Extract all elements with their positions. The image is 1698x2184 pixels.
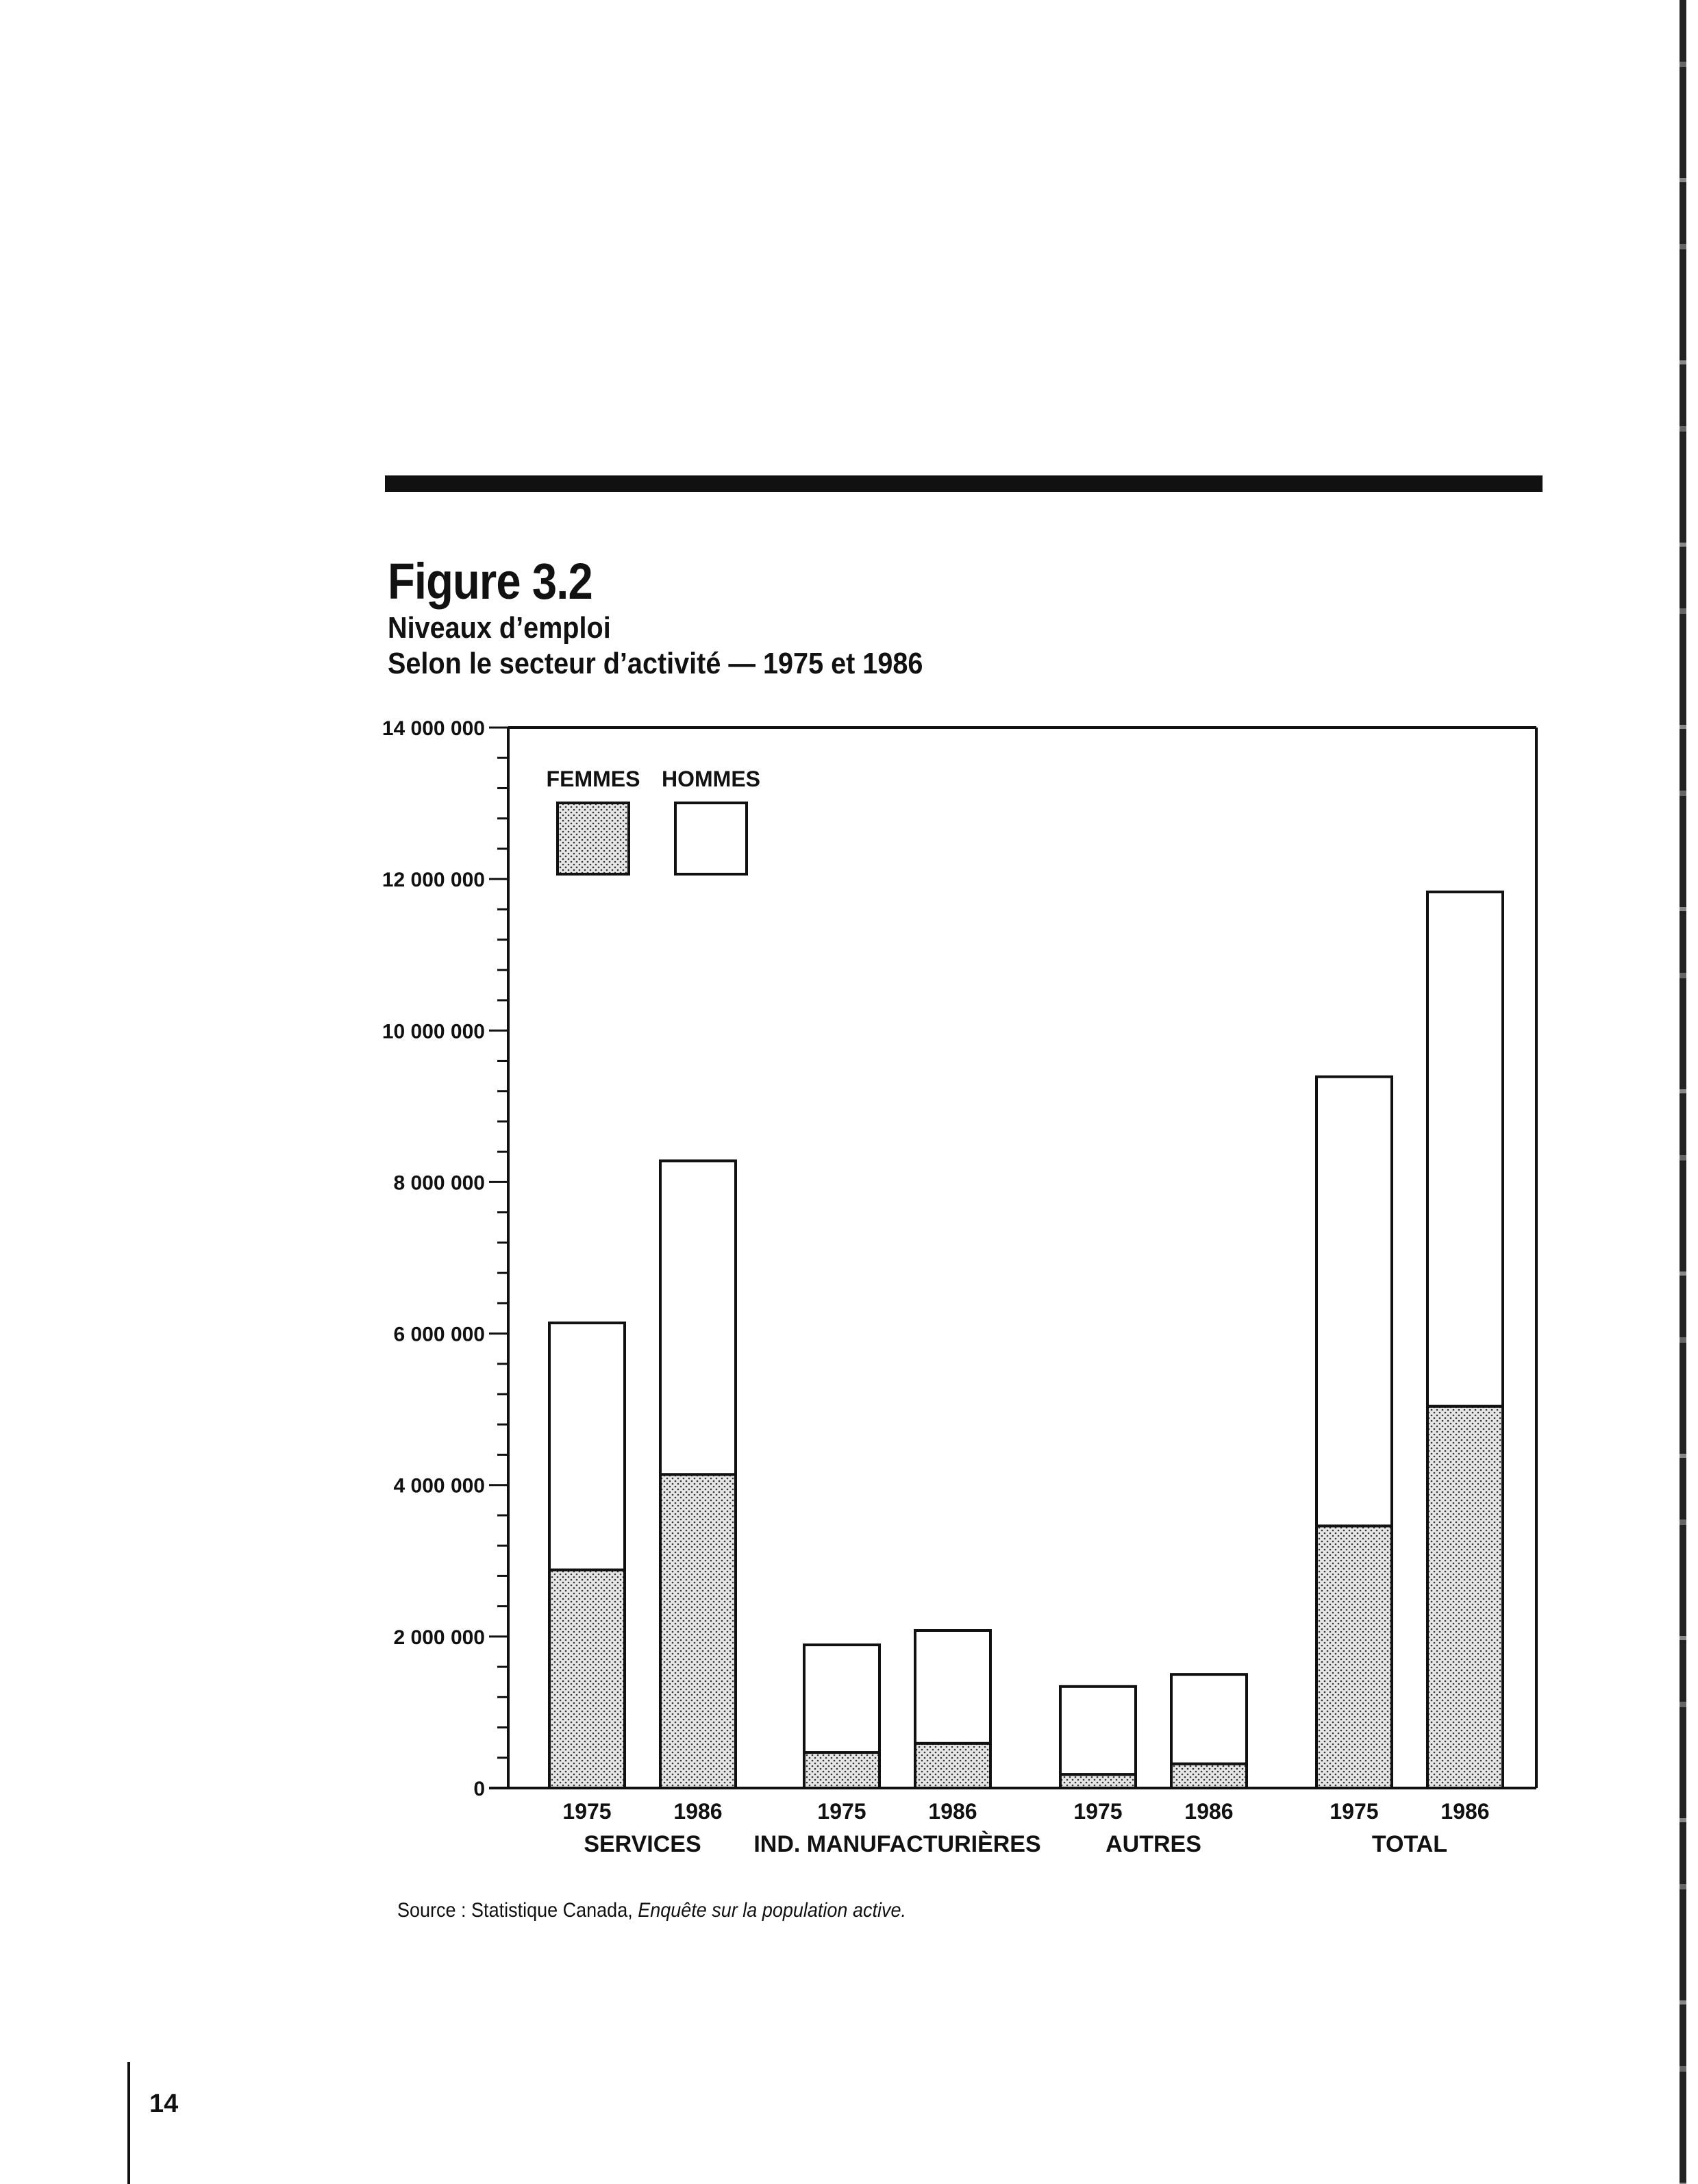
bar-femmes <box>1171 1764 1247 1788</box>
bar-femmes <box>660 1474 736 1788</box>
y-tick-label: 10 000 000 <box>382 1020 485 1043</box>
bar-femmes <box>1060 1774 1136 1788</box>
bar-hommes <box>915 1630 990 1744</box>
x-year-label: 1975 <box>1329 1799 1379 1824</box>
legend-swatch <box>675 803 747 874</box>
x-year-label: 1986 <box>928 1799 977 1824</box>
x-group-label: SERVICES <box>584 1831 701 1857</box>
left-margin-rule <box>127 2062 130 2184</box>
legend-label: HOMMES <box>662 767 760 791</box>
bar-femmes <box>1316 1526 1392 1788</box>
bar-femmes <box>549 1570 625 1788</box>
y-tick-label: 2 000 000 <box>393 1626 485 1649</box>
x-group-label: TOTAL <box>1371 1831 1448 1857</box>
figure-subtitle-2: Selon le secteur d’activité — 1975 et 1986 <box>388 647 923 680</box>
binding-edge <box>1680 0 1686 2184</box>
y-tick-label: 14 000 000 <box>382 717 485 740</box>
bar-femmes <box>915 1744 990 1788</box>
source-note <box>397 1899 906 1922</box>
y-tick-label: 12 000 000 <box>382 869 485 892</box>
page-number: 14 <box>149 2089 179 2118</box>
bar-hommes <box>660 1161 736 1474</box>
bar-hommes <box>1171 1674 1247 1763</box>
x-year-label: 1986 <box>673 1799 723 1824</box>
bar-femmes <box>804 1752 879 1788</box>
bar-hommes <box>1060 1687 1136 1774</box>
x-year-label: 1975 <box>562 1799 612 1824</box>
x-group-label: IND. MANUFACTURIÈRES <box>753 1831 1041 1857</box>
y-tick-label: 6 000 000 <box>393 1323 485 1346</box>
bar-hommes <box>804 1645 879 1752</box>
y-tick-label: 8 000 000 <box>393 1171 485 1195</box>
x-year-label: 1986 <box>1440 1799 1490 1824</box>
figure-number: Figure 3.2 <box>388 553 592 610</box>
x-year-label: 1975 <box>1073 1799 1123 1824</box>
y-tick-label: 4 000 000 <box>393 1474 485 1498</box>
legend-label: FEMMES <box>546 767 640 791</box>
legend-swatch <box>558 803 629 874</box>
source-prefix: Source : Statistique Canada, <box>397 1899 638 1922</box>
bar-hommes <box>1427 892 1503 1406</box>
x-group-label: AUTRES <box>1106 1831 1201 1857</box>
x-year-label: 1986 <box>1184 1799 1234 1824</box>
x-year-label: 1975 <box>817 1799 866 1824</box>
source-title: Enquête sur la population active. <box>638 1899 906 1922</box>
bar-hommes <box>549 1323 625 1569</box>
figure-subtitle-1: Niveaux d’emploi <box>388 611 611 645</box>
y-tick-label: 0 <box>473 1778 485 1800</box>
bar-femmes <box>1427 1406 1503 1788</box>
bar-hommes <box>1316 1077 1392 1526</box>
